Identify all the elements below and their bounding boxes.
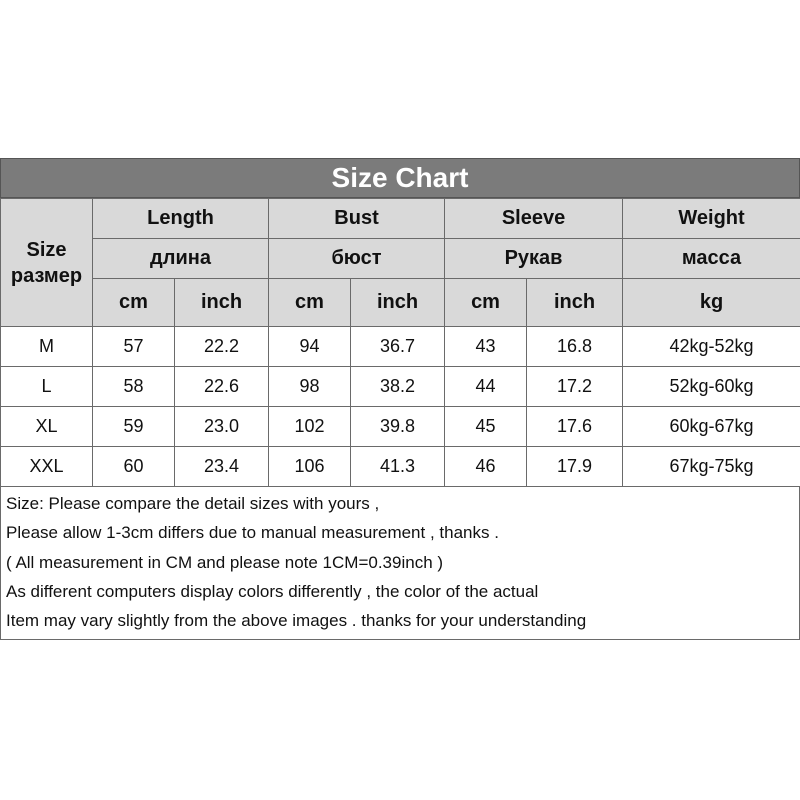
unit-header: cm [269, 279, 351, 327]
table-row [1, 447, 800, 487]
bust-cm-cell: 98 [269, 367, 351, 407]
table-row [1, 407, 800, 447]
size-cell: XL [1, 407, 93, 447]
sleeve-cm-cell: 43 [445, 327, 527, 367]
chart-title: Size Chart [0, 158, 800, 198]
length-cm-cell: 60 [93, 447, 175, 487]
bust-inch-cell: 41.3 [351, 447, 445, 487]
bust-cm-cell: 102 [269, 407, 351, 447]
sleeve-cm-cell: 44 [445, 367, 527, 407]
note-line: Please allow 1-3cm differs due to manual measurement , thanks . [6, 523, 499, 543]
length-inch-cell: 22.6 [175, 367, 269, 407]
length-cm-cell: 59 [93, 407, 175, 447]
bust-header: Bust [269, 199, 445, 239]
unit-header: inch [527, 279, 623, 327]
sleeve-header-ru: Рукав [445, 239, 623, 279]
note-line: ( All measurement in CM and please note 1CM=0.39inch ) [6, 552, 444, 572]
size-cell: M [1, 327, 93, 367]
size-header-en: Size [26, 238, 67, 261]
weight-cell: 42kg-52kg [623, 327, 800, 367]
sleeve-cm-cell: 45 [445, 407, 527, 447]
unit-header: cm [93, 279, 175, 327]
size-cell: L [1, 367, 93, 407]
bust-cm-cell: 94 [269, 327, 351, 367]
size-notes [0, 487, 800, 640]
sleeve-header: Sleeve [445, 199, 623, 239]
table-row [1, 367, 800, 407]
size-header [1, 199, 93, 327]
note-line: As different computers display colors differently , the color of the actual [6, 581, 539, 601]
unit-header: kg [623, 279, 800, 327]
weight-cell: 60kg-67kg [623, 407, 800, 447]
note-line: Size: Please compare the detail sizes with yours , [6, 494, 380, 513]
bust-header-ru: бюст [269, 239, 445, 279]
bust-cm-cell: 106 [269, 447, 351, 487]
unit-header: cm [445, 279, 527, 327]
bust-inch-cell: 38.2 [351, 367, 445, 407]
weight-header: Weight [623, 199, 800, 239]
size-header-ru: размер [10, 264, 83, 287]
length-inch-cell: 23.0 [175, 407, 269, 447]
unit-header: inch [351, 279, 445, 327]
table-row [1, 327, 800, 367]
weight-cell: 67kg-75kg [623, 447, 800, 487]
note-line: Item may vary slightly from the above images . thanks for your understanding [6, 611, 587, 631]
length-header: Length [93, 199, 269, 239]
bust-inch-cell: 36.7 [351, 327, 445, 367]
sleeve-inch-cell: 17.2 [527, 367, 623, 407]
bust-inch-cell: 39.8 [351, 407, 445, 447]
sleeve-inch-cell: 17.9 [527, 447, 623, 487]
weight-cell: 52kg-60kg [623, 367, 800, 407]
length-cm-cell: 58 [93, 367, 175, 407]
size-table [0, 198, 800, 487]
length-cm-cell: 57 [93, 327, 175, 367]
size-cell: XXL [1, 447, 93, 487]
length-inch-cell: 23.4 [175, 447, 269, 487]
size-chart [0, 158, 800, 640]
sleeve-inch-cell: 17.6 [527, 407, 623, 447]
length-header-ru: длина [93, 239, 269, 279]
weight-header-ru: масса [623, 239, 800, 279]
length-inch-cell: 22.2 [175, 327, 269, 367]
sleeve-inch-cell: 16.8 [527, 327, 623, 367]
sleeve-cm-cell: 46 [445, 447, 527, 487]
unit-header: inch [175, 279, 269, 327]
